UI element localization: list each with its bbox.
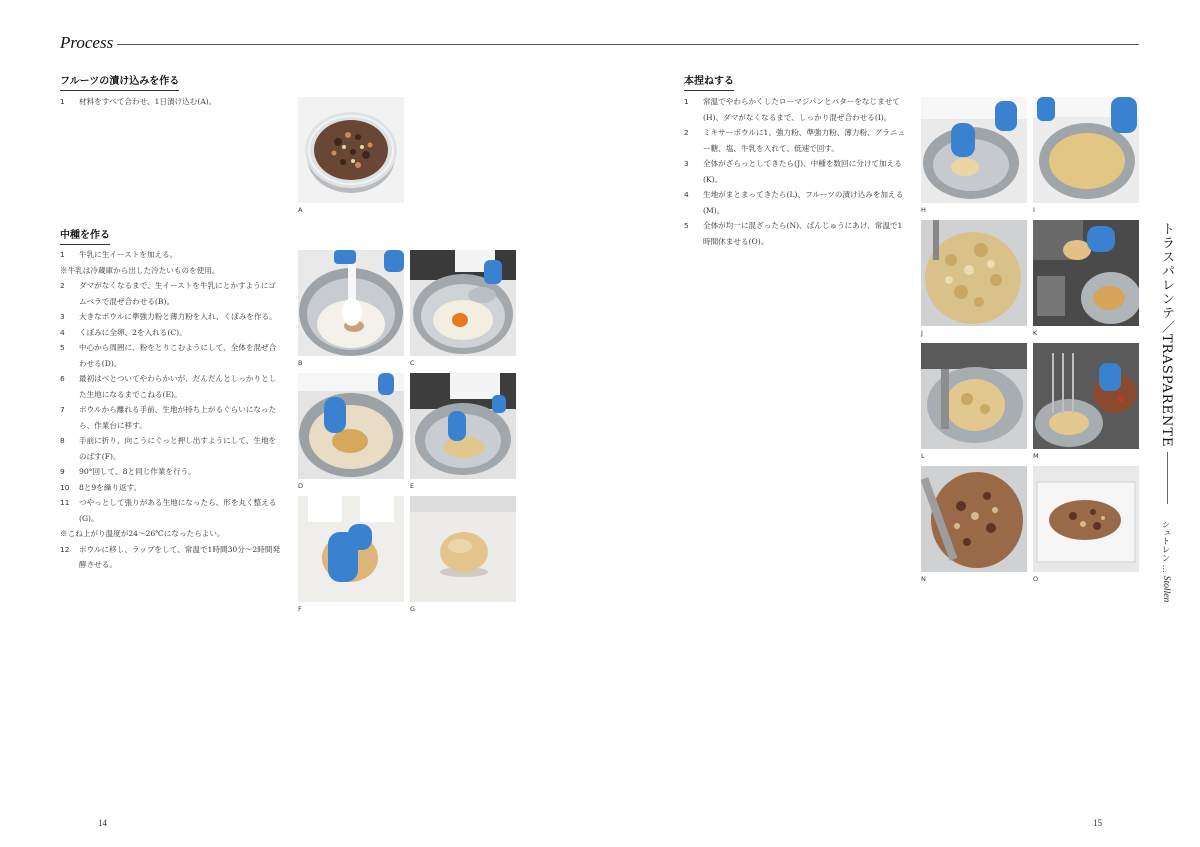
- steps-fruit: [60, 94, 282, 110]
- step-item: [684, 156, 906, 187]
- step-number: 1: [684, 97, 689, 106]
- step-text: 牛乳に生イーストを加える。: [79, 250, 178, 259]
- header-rule: [117, 44, 1139, 45]
- step-text: 大きなボウルに準強力粉と薄力粉を入れ、くぼみを作る。: [79, 312, 277, 321]
- step-item: [60, 464, 282, 480]
- vertical-recipe-subtitle: [1160, 520, 1172, 602]
- step-number: 11: [60, 498, 70, 507]
- step-item: [60, 94, 282, 110]
- photo-label: D: [298, 482, 304, 490]
- photo-label: N: [921, 575, 926, 583]
- step-number: 7: [60, 405, 65, 414]
- step-item: [60, 402, 282, 433]
- step-item: [60, 309, 282, 325]
- vertical-subtitle-latin: Stollen: [1161, 575, 1172, 603]
- step-text: 生地がまとまってきたら(L)、フルーツの漬け込みを加える(M)。: [703, 190, 904, 215]
- photo-label: E: [410, 482, 415, 490]
- step-text: 中心から周囲に、粉をとりこむようにして、全体を混ぜ合わせる(D)。: [79, 343, 277, 368]
- steps-sponge: [60, 247, 282, 573]
- step-text: 全体がざらっとしてきたら(J)、中種を数回に分けて加える(K)。: [703, 159, 902, 184]
- step-number: 1: [60, 250, 65, 259]
- photo-label: A: [298, 206, 303, 214]
- section-title-sponge: 中種を作る: [60, 226, 110, 245]
- step-text: ダマがなくなるまで、生イーストを牛乳にとかすようにゴムベラで混ぜ合わせる(B)。: [79, 281, 276, 306]
- photo-label: H: [921, 206, 926, 214]
- photo-resting-tray: [1033, 466, 1139, 572]
- step-item: [684, 125, 906, 156]
- photo-dough-ball: [410, 496, 516, 602]
- step-number: 5: [60, 343, 65, 352]
- step-item: [60, 247, 282, 263]
- photo-label: K: [1033, 329, 1038, 337]
- photo-adding-fruit: [1033, 343, 1139, 449]
- step-item: [60, 325, 282, 341]
- photo-flour-egg: [410, 250, 516, 356]
- photo-label: M: [1033, 452, 1039, 460]
- photo-label: F: [298, 605, 302, 613]
- steps-main-dough: [684, 94, 906, 249]
- step-text: 最初はべとついてやわらかいが、だんだんとしっかりとした生地になるまでこねる(E)。: [79, 374, 277, 399]
- step-text: くぼみに全卵、2を入れる(C)。: [79, 327, 187, 337]
- photo-mixing-milk: [298, 250, 404, 356]
- page-number-left: 14: [98, 818, 107, 828]
- photo-label: I: [1033, 206, 1035, 214]
- step-text: 常温でやわらかくしたローマジパンとバターをなじませて(H)、ダマがなくなるまで、しっかり混ぜ合わせる(I)。: [703, 97, 900, 122]
- photo-adding-sponge: [1033, 220, 1139, 326]
- step-text: ボウルから離れる手前、生地が持ち上がるぐらいになったら、作業台に移す。: [79, 405, 277, 430]
- section-title-fruit: フルーツの漬け込みを作る: [60, 72, 179, 91]
- step-number: 3: [60, 312, 65, 321]
- step-item: [60, 278, 282, 309]
- photo-kneading-bowl: [410, 373, 516, 479]
- photo-marzipan-butter: [921, 97, 1027, 203]
- step-number: 1: [60, 97, 65, 106]
- step-number: 5: [684, 221, 689, 230]
- page-header-title: Process: [60, 33, 114, 52]
- photo-label: G: [410, 605, 416, 613]
- photo-label: B: [298, 359, 303, 367]
- step-text: 全体が均一に混ざったら(N)、ばんじゅうにあけ、常温で1時間休ませる(O)。: [703, 221, 903, 246]
- step-text: 手前に折り、向こうにぐっと押し出すようにして、生地をのばす(F)。: [79, 436, 277, 461]
- step-item: [684, 187, 906, 218]
- photo-label: L: [921, 452, 925, 460]
- step-item: [60, 495, 282, 526]
- vertical-subtitle-jp: シュトレン …: [1161, 520, 1171, 576]
- step-number: 10: [60, 482, 70, 492]
- photo-fruit-bowl: [298, 97, 404, 203]
- step-item: [60, 371, 282, 402]
- step-text: つやっとして張りがある生地になったら、形を丸く整える(G)。: [79, 498, 277, 523]
- step-item: [60, 480, 282, 496]
- step-item: [684, 218, 906, 249]
- photo-dough-coming-together: [921, 343, 1027, 449]
- step-number: 2: [684, 128, 689, 137]
- step-text: 材料をすべて合わせ、1日漬け込む(A)。: [79, 97, 217, 106]
- step-number: 4: [684, 190, 689, 199]
- vertical-rule: [1167, 452, 1168, 504]
- step-number: 12: [60, 544, 70, 554]
- vertical-recipe-title: トラスパレンテ／TRASPARENTE: [1159, 222, 1174, 448]
- step-item: [60, 433, 282, 464]
- step-note: ※こね上がり温度が24～26℃になったらよい。: [60, 529, 225, 538]
- step-number: 4: [60, 327, 65, 337]
- photo-label: C: [410, 359, 415, 367]
- photo-mixer-crumbly: [921, 220, 1027, 326]
- step-number: 8: [60, 436, 65, 445]
- step-item: [60, 340, 282, 371]
- photo-label: O: [1033, 575, 1039, 583]
- section-title-main-dough: 本捏ねする: [684, 72, 734, 91]
- photo-mixed-evenly: [921, 466, 1027, 572]
- step-number: 2: [60, 281, 65, 290]
- step-text: 8と9を繰り返す。: [79, 482, 142, 492]
- step-note: ※牛乳は冷蔵庫から出した冷たいものを使用。: [60, 265, 220, 275]
- step-number: 3: [684, 159, 689, 168]
- page-number-right: 15: [1093, 818, 1102, 828]
- photo-label: J: [921, 329, 923, 337]
- step-item: [60, 542, 282, 573]
- step-number: 6: [60, 374, 65, 383]
- step-text: 90°回して、8と同じ作業を行う。: [79, 467, 196, 476]
- step-number: 9: [60, 467, 65, 476]
- step-text: ボウルに移し、ラップをして、常温で1時間30分～2時間発酵させる。: [79, 544, 281, 569]
- photo-kneading-board: [298, 496, 404, 602]
- step-text: ミキサーボウルに1、強力粉、準強力粉、薄力粉、グラニュー糖、塩、牛乳を入れて、低速で回す。: [703, 128, 906, 153]
- photo-mixing-flour: [298, 373, 404, 479]
- photo-marzipan-mixed: [1033, 97, 1139, 203]
- step-item: [684, 94, 906, 125]
